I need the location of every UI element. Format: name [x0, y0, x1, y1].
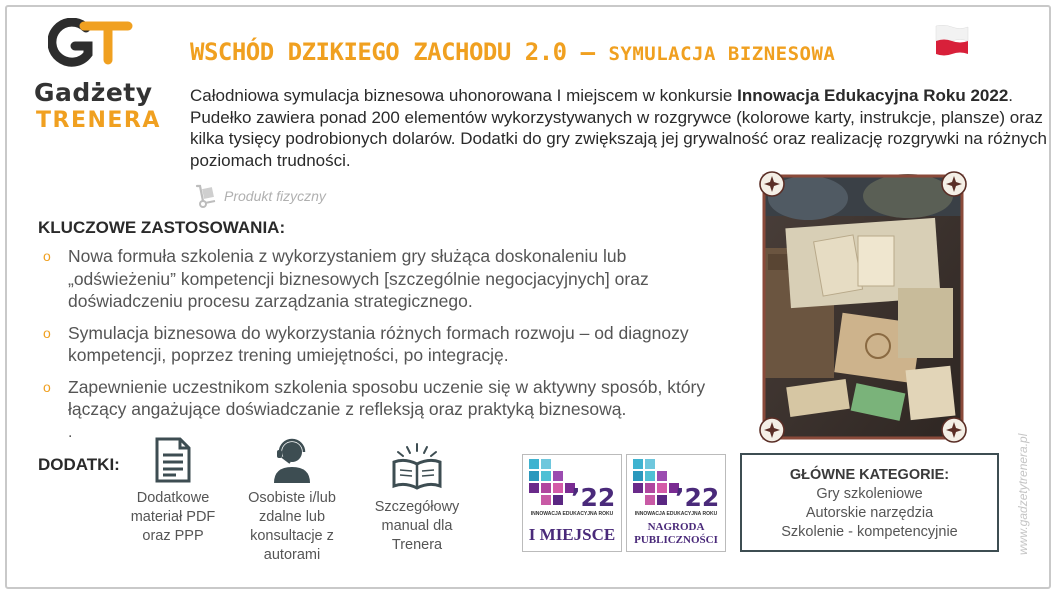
- applications-list: [40, 245, 730, 430]
- category-item: Szkolenie - kompetencyjnie: [781, 524, 958, 540]
- extra-item-pdf: [118, 437, 228, 546]
- bullet-marker: o: [43, 324, 51, 341]
- award-badge-audience: [626, 454, 726, 552]
- hand-truck-icon: [192, 183, 218, 209]
- bullet-marker: o: [43, 378, 51, 395]
- document-icon: [154, 437, 192, 483]
- page-title: [190, 38, 835, 66]
- extra-item-label: Osobiste i/lub zdalne lub konsultacje z autorami: [248, 490, 336, 563]
- headset-person-icon: [270, 437, 314, 483]
- intro-award-name: Innowacja Edukacyjna Roku 2022: [737, 86, 1009, 105]
- title-main: WSCHÓD DZIKIEGO ZACHODU 2.0 –: [190, 38, 609, 66]
- intro-text-1: Całodniowa symulacja biznesowa uhonorowana I miejscem w konkursie: [190, 86, 738, 105]
- pixel-mosaic-icon: [633, 459, 681, 509]
- brand-name-line2: TRENERA: [36, 108, 161, 133]
- badge-year: ’22: [675, 483, 720, 512]
- game-photo-image: [758, 168, 968, 446]
- extra-item-label: Dodatkowe materiał PDF oraz PPP: [130, 490, 216, 544]
- list-item-text: Nowa formuła szkolenia z wykorzystaniem gry służąca doskonaleniu lub „odświeżeniu” kompetencji biznesowych [szczególnie negocjacyjnych] oraz doświadczeniu procesu zarządzania strategicznego.: [68, 246, 649, 311]
- brand-name-line1: Gadżety: [34, 78, 153, 107]
- list-item-text: Zapewnienie uczestnikom szkolenia sposobu uczenie się w aktywny sposób, który łączący angażujące doświadczanie z refleksją oraz praktyką biznesową.: [68, 376, 706, 419]
- list-item-text: Symulacja biznesowa do wykorzystania różnych formach rozwoju – od diagnozy kompetencji, poprzez trening umiejętności, po integrację.: [68, 322, 689, 365]
- product-type: [192, 183, 326, 209]
- badge-caption: INNOWACJA EDUKACYJNA ROKU: [634, 511, 718, 517]
- badge-title: NAGRODA PUBLICZNOŚCI: [634, 521, 718, 546]
- badge-title: I MIEJSCE: [528, 525, 616, 544]
- badge-year: ’22: [571, 483, 616, 512]
- trailing-dot: .: [68, 424, 73, 441]
- list-item: [40, 245, 730, 313]
- badge-caption: INNOWACJA EDUKACYJNA ROKU: [530, 511, 614, 517]
- extra-item-consultation: [237, 437, 347, 565]
- intro-text-2: . Pudełko zawiera ponad 200 elementów wykorzystywanych w rozgrywce (kolorowe karty, instrukcje, plansze) oraz kilka tysięcy podrobionych dolarów. Dodatki do gry zwiększają jej grywalność oraz realizację rozgrywki na różnych poziomach trudności.: [190, 86, 1047, 170]
- extra-item-manual: [362, 442, 472, 555]
- list-item: [40, 322, 730, 367]
- list-item: [40, 376, 730, 421]
- extras-heading: DODATKI:: [38, 455, 120, 474]
- brand-logo[interactable]: [30, 18, 160, 138]
- open-book-icon: [389, 442, 445, 492]
- poland-flag-icon: [934, 24, 970, 57]
- title-sub: SYMULACJA BIZNESOWA: [608, 43, 836, 65]
- extra-item-label: Szczegółowy manual dla Trenera: [374, 499, 460, 553]
- categories-box: [740, 453, 999, 552]
- website-url: www.gadzetytrenera.pl: [1016, 433, 1030, 555]
- intro-paragraph: [190, 85, 1050, 171]
- category-item: Gry szkoleniowe: [816, 486, 923, 502]
- categories-heading: GŁÓWNE KATEGORIE:: [789, 467, 950, 483]
- applications-heading: KLUCZOWE ZASTOSOWANIA:: [38, 218, 286, 237]
- product-type-label: Produkt fizyczny: [224, 188, 326, 204]
- award-badge-first-place: [522, 454, 622, 552]
- pixel-mosaic-icon: [529, 459, 577, 509]
- bullet-marker: o: [43, 248, 51, 264]
- gt-logo-mark-icon: [48, 18, 138, 78]
- category-item: Autorskie narzędzia: [805, 505, 934, 521]
